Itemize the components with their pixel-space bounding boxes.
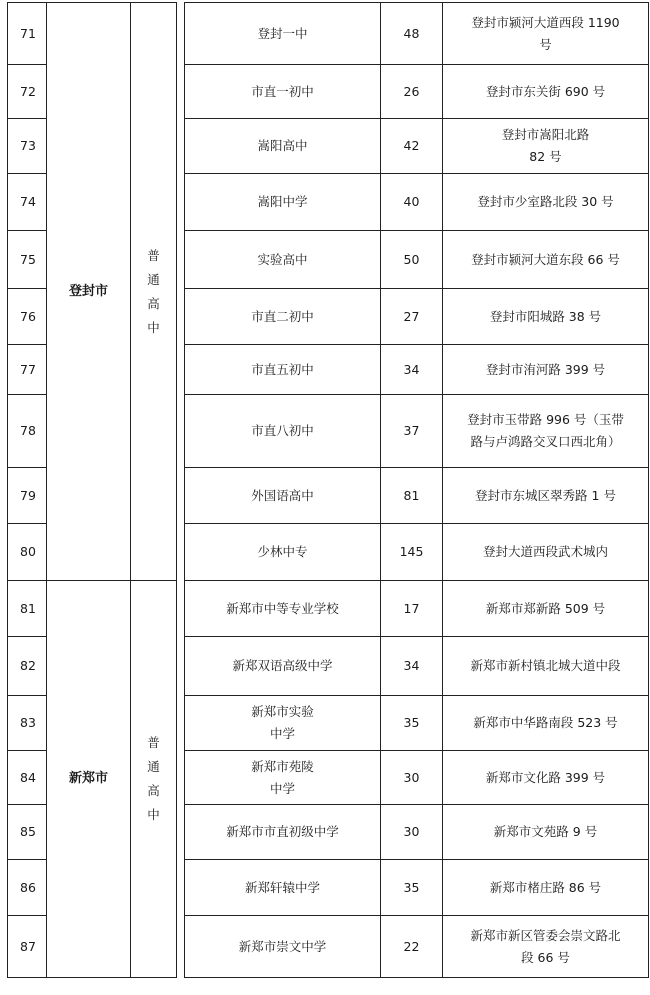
name-line: 嵩阳中学 [257,194,308,209]
name-line: 市直一初中 [251,83,314,99]
addr-line: 新郑市楮庄路 86 号 [489,879,602,895]
row-number: 81 [8,581,47,637]
category-cell [131,581,177,978]
row-number: 72 [8,65,47,119]
count-cell: 50 [381,231,443,289]
table-row [8,581,649,637]
row-number: 75 [8,231,47,289]
address-cell [443,3,649,65]
row-number: 83 [8,696,47,751]
address-cell [443,581,649,637]
addr-line: 段 66 号 [521,949,570,965]
address-cell [443,119,649,174]
addr-line: 新郑市新区管委会崇文路北 [470,927,621,943]
row-number: 86 [8,860,47,916]
row-number: 79 [8,468,47,524]
count-cell: 17 [381,581,443,637]
count-cell: 145 [381,524,443,581]
row-number: 73 [8,119,47,174]
address-cell [443,860,649,916]
count-cell: 35 [381,696,443,751]
school-name-cell [185,65,381,119]
name-line: 中学 [269,780,295,796]
name-line: 新郑市实验 [251,704,314,719]
count-cell: 30 [381,751,443,805]
addr-line: 登封市嵩阳北路 [501,127,590,142]
name-line: 新郑市中等专业学校 [226,600,339,616]
addr-line: 登封市颍河大道西段 1190 [471,14,620,30]
row-number: 84 [8,751,47,805]
addr-line: 登封市洧河路 399 号 [485,361,606,377]
name-line: 嵩阳高中 [257,138,308,153]
count-cell: 27 [381,289,443,345]
count-cell: 40 [381,174,443,231]
row-number: 78 [8,395,47,468]
address-cell [443,637,649,696]
addr-line: 新郑市郑新路 509 号 [485,600,606,616]
count-cell: 30 [381,805,443,860]
addr-line: 登封市少室路北段 30 号 [477,194,614,209]
address-cell [443,751,649,805]
school-name-cell [185,395,381,468]
schools-table [7,2,649,978]
city-cell: 新郑市 [47,581,131,978]
name-line: 实验高中 [257,251,308,267]
address-cell [443,524,649,581]
addr-line: 新郑市文化路 399 号 [485,769,606,785]
school-name-cell [185,696,381,751]
count-cell: 22 [381,916,443,978]
row-number: 76 [8,289,47,345]
addr-line: 新郑市文苑路 9 号 [493,824,598,839]
category-char: 高 [147,783,160,798]
count-cell: 34 [381,637,443,696]
name-line: 新郑双语高级中学 [232,658,333,673]
schools-table-body [8,3,649,978]
row-number: 80 [8,524,47,581]
name-line: 新郑轩辕中学 [244,879,320,895]
category-char: 通 [147,271,160,287]
addr-line: 登封市玉带路 996 号（玉带 [467,412,624,427]
row-number: 77 [8,345,47,395]
addr-line: 路与卢鸿路交叉口西北角） [470,434,621,449]
count-cell: 34 [381,345,443,395]
addr-line: 新郑市新村镇北城大道中段 [470,658,621,673]
school-name-cell [185,174,381,231]
row-number: 82 [8,637,47,696]
spacer-cell [177,3,185,581]
school-name-cell [185,119,381,174]
table-row [8,3,649,65]
name-line: 外国语高中 [251,487,314,503]
count-cell: 48 [381,3,443,65]
school-name-cell [185,805,381,860]
count-cell: 26 [381,65,443,119]
name-line: 市直八初中 [251,423,314,438]
address-cell [443,289,649,345]
school-name-cell [185,860,381,916]
count-cell: 42 [381,119,443,174]
row-number: 85 [8,805,47,860]
row-number: 71 [8,3,47,65]
category-char: 普 [147,247,160,263]
city-cell: 登封市 [47,3,131,581]
school-name-cell [185,468,381,524]
name-line: 新郑市苑陵 [251,758,314,774]
name-line: 新郑市崇文中学 [238,938,327,954]
school-name-cell [185,231,381,289]
address-cell [443,395,649,468]
row-number: 87 [8,916,47,978]
address-cell [443,65,649,119]
addr-line: 82 号 [529,149,562,164]
school-name-cell [185,524,381,581]
name-line: 市直五初中 [251,361,314,377]
school-name-cell [185,345,381,395]
school-name-cell [185,916,381,978]
category-char: 通 [147,759,160,774]
addr-line: 新郑市中华路南段 523 号 [473,715,618,730]
category-char: 高 [147,295,160,311]
school-name-cell [185,751,381,805]
name-line: 少林中专 [257,544,308,559]
address-cell [443,468,649,524]
name-line: 新郑市市直初级中学 [226,824,339,839]
count-cell: 37 [381,395,443,468]
addr-line: 号 [539,36,552,52]
addr-line: 登封市东关街 690 号 [485,83,606,99]
school-name-cell [185,637,381,696]
address-cell [443,174,649,231]
school-name-cell [185,581,381,637]
row-number: 74 [8,174,47,231]
school-name-cell [185,3,381,65]
school-name-cell [185,289,381,345]
name-line: 市直二初中 [251,308,314,324]
address-cell [443,916,649,978]
name-line: 中学 [269,726,295,741]
address-cell [443,696,649,751]
address-cell [443,345,649,395]
addr-line: 登封市东城区翠秀路 1 号 [475,487,616,503]
category-char: 中 [147,319,160,335]
name-line: 登封一中 [257,25,308,41]
addr-line: 登封大道西段武术城内 [482,544,608,559]
category-cell [131,3,177,581]
count-cell: 81 [381,468,443,524]
address-cell [443,805,649,860]
category-char: 普 [147,735,160,750]
addr-line: 登封市阳城路 38 号 [489,308,602,324]
spacer-cell [177,581,185,978]
address-cell [443,231,649,289]
addr-line: 登封市颍河大道东段 66 号 [471,251,620,267]
count-cell: 35 [381,860,443,916]
category-char: 中 [147,807,160,822]
